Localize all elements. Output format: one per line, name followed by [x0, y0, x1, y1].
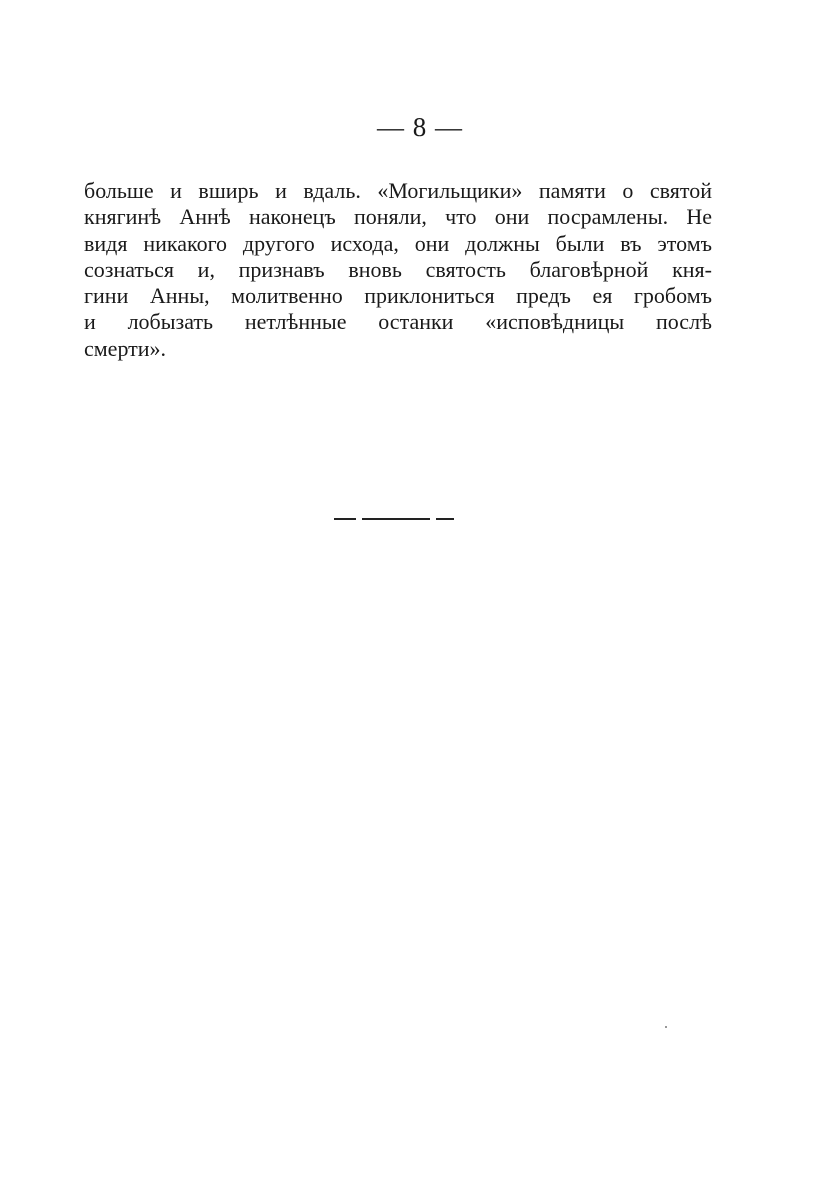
section-divider: [334, 516, 458, 522]
text-line: и лобызать нетлѣнные останки «исповѣдницы послѣ: [84, 309, 712, 335]
divider-segment: [436, 518, 454, 520]
paper-speck: [665, 1026, 667, 1028]
body-paragraph: [84, 178, 712, 362]
text-line: сознаться и, признавъ вновь святость благовѣрной кня-: [84, 256, 712, 282]
divider-segment: [334, 518, 356, 520]
text-line: смерти».: [84, 335, 167, 361]
page-number: — 8 —: [377, 112, 463, 142]
text-line: гини Анны, молитвенно приклониться предъ ея гробомъ: [84, 283, 712, 309]
text-line: видя никакого другого исхода, они должны были въ этомъ: [84, 230, 712, 256]
text-line: больше и вширь и вдаль. «Могильщики» памяти о святой: [84, 178, 712, 203]
text-line: княгинѣ Аннѣ наконецъ поняли, что они посрамлены. Не: [84, 204, 712, 230]
divider-segment: [362, 518, 430, 520]
